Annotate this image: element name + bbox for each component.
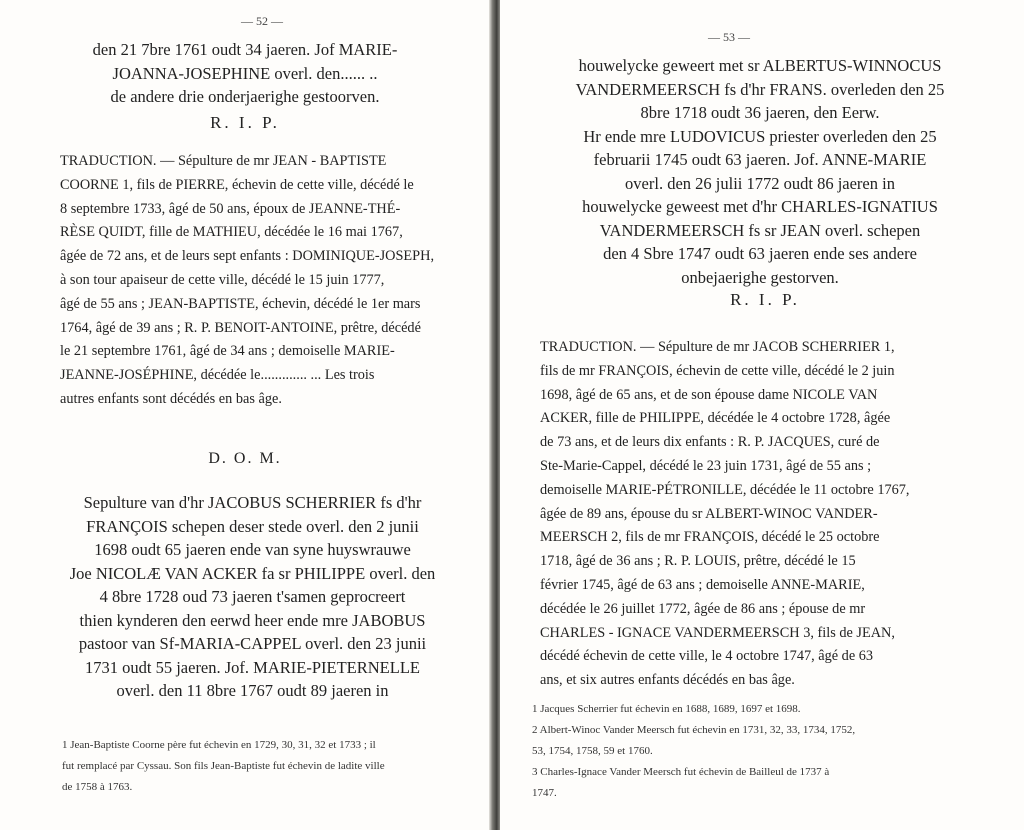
translation-line: 8 septembre 1733, âgé de 50 ans, époux de JEANNE-THÉ-: [60, 200, 401, 217]
translation-line: MEERSCH 2, fils de mr FRANÇOIS, décédé le 25 octobre: [540, 529, 880, 546]
epitaph-line: JOANNA-JOSEPHINE overl. den...... ..: [112, 63, 378, 83]
translation-line: le 21 septembre 1761, âgé de 34 ans ; demoiselle MARIE-: [60, 343, 395, 360]
epitaph-line: de andere drie onderjaerighe gestoorven.: [110, 87, 380, 106]
translation-paragraph: [540, 336, 995, 693]
epitaph-line: 4 8bre 1728 oud 73 jaeren t'samen geprocreert: [99, 587, 406, 606]
translation-line: 1718, âgé de 36 ans ; R. P. LOUIS, prêtre, décédé le 15: [540, 553, 856, 570]
epitaph-line: Hr ende mre LUDOVICUS priester overleden den 25: [583, 126, 937, 146]
translation-line: TRADUCTION. — Sépulture de mr JEAN - BAPTISTE: [60, 153, 387, 169]
translation-line: à son tour apaiseur de cette ville, décédé le 15 juin 1777,: [60, 271, 385, 288]
page-number: — 53 —: [708, 30, 750, 44]
rip-inscription: R. I. P.: [730, 290, 800, 309]
translation-line: RÈSE QUIDT, fille de MATHIEU, décédée le 16 mai 1767,: [60, 224, 403, 241]
translation-line: JEANNE-JOSÉPHINE, décédée le............. ... Les trois: [60, 367, 375, 384]
epitaph-line: VANDERMEERSCH fs d'hr FRANS. overleden den 25: [575, 79, 945, 99]
epitaph-line: Joe NICOLÆ VAN ACKER fa sr PHILIPPE overl. den: [69, 563, 436, 583]
epitaph-ending: [60, 38, 430, 109]
translation-line: fils de mr FRANÇOIS, échevin de cette ville, décédé le 2 juin: [540, 362, 895, 379]
footnote-line: 1747.: [532, 787, 557, 799]
epitaph-line: houwelycke geweert met sr ALBERTUS-WINNOCUS: [578, 56, 942, 75]
epitaph-line: 8bre 1718 oudt 36 jaeren, den Eerw.: [640, 103, 880, 122]
translation-line: COORNE 1, fils de PIERRE, échevin de cette ville, décédé le: [60, 176, 414, 193]
footnotes: [62, 735, 482, 798]
epitaph-line: thien kynderen den eerwd heer ende mre JABOBUS: [79, 610, 426, 630]
footnote-line: 53, 1754, 1758, 59 et 1760.: [532, 745, 653, 757]
left-page: [0, 0, 490, 830]
translation-line: ACKER, fille de PHILIPPE, décédée le 4 octobre 1728, âgée: [540, 410, 891, 427]
footnote-line: de 1758 à 1763.: [62, 781, 133, 793]
epitaph-line: februarii 1745 oudt 63 jaeren. Jof. ANNE-MARIE: [593, 150, 927, 169]
epitaph-line: pastoor van Sf-MARIA-CAPPEL overl. den 23 junii: [78, 634, 427, 653]
epitaph-line: 1698 oudt 65 jaeren ende van syne huyswrauwe: [94, 540, 411, 559]
epitaph-line: Sepulture van d'hr JACOBUS SCHERRIER fs d'hr: [83, 493, 422, 512]
translation-line: âgée de 72 ans, et de leurs sept enfants : DOMINIQUE-JOSEPH,: [60, 248, 435, 265]
footnotes: [532, 699, 1002, 804]
translation-line: Ste-Marie-Cappel, décédé le 23 juin 1731, âgé de 55 ans ;: [540, 457, 872, 474]
translation-line: de 73 ans, et de leurs dix enfants : R. P. JACQUES, curé de: [540, 434, 880, 451]
translation-line: âgée de 89 ans, épouse du sr ALBERT-WINOC VANDER-: [540, 505, 878, 522]
translation-line: TRADUCTION. — Sépulture de mr JACOB SCHERRIER 1,: [540, 339, 895, 355]
epitaph-line: VANDERMEERSCH fs sr JEAN overl. schepen: [599, 220, 921, 240]
translation-line: ans, et six autres enfants décédés en bas âge.: [540, 672, 795, 689]
translation-line: CHARLES - IGNACE VANDERMEERSCH 3, fils de JEAN,: [540, 624, 895, 641]
epitaph-block: [55, 491, 450, 703]
translation-line: âgé de 55 ans ; JEAN-BAPTISTE, échevin, décédé le 1er mars: [60, 295, 421, 312]
footnote-line: 1 Jacques Scherrier fut échevin en 1688, 1689, 1697 et 1698.: [532, 703, 801, 715]
translation-line: 1698, âgé de 65 ans, et de son épouse dame NICOLE VAN: [540, 386, 878, 403]
translation-paragraph: [60, 150, 480, 412]
footnote-line: 2 Albert-Winoc Vander Meersch fut échevin en 1731, 32, 33, 1734, 1752,: [532, 724, 856, 736]
translation-line: 1764, âgé de 39 ans ; R. P. BENOIT-ANTOINE, prêtre, décédé: [60, 319, 421, 336]
translation-line: demoiselle MARIE-PÉTRONILLE, décédée le 11 octobre 1767,: [540, 481, 910, 498]
footnote-line: fut remplacé par Cyssau. Son fils Jean-Baptiste fut échevin de ladite ville: [62, 760, 385, 772]
translation-line: décédé échevin de cette ville, le 4 octobre 1747, âgé de 63: [540, 648, 874, 665]
epitaph-line: den 4 Sbre 1747 oudt 63 jaeren ende ses andere: [603, 244, 917, 263]
epitaph-line: overl. den 11 8bre 1767 oudt 89 jaeren in: [116, 681, 389, 700]
footnote-line: 3 Charles-Ignace Vander Meersch fut échevin de Bailleul de 1737 à: [532, 766, 830, 778]
epitaph-line: den 21 7bre 1761 oudt 34 jaeren. Jof MARIE-: [92, 40, 398, 59]
right-page: [500, 0, 1024, 830]
footnote-line: 1 Jean-Baptiste Coorne père fut échevin en 1729, 30, 31, 32 et 1733 ; il: [62, 739, 376, 751]
translation-line: février 1745, âgé de 63 ans ; demoiselle ANNE-MARIE,: [540, 576, 865, 593]
epitaph-line: onbejaerighe gestorven.: [681, 267, 839, 287]
epitaph-block: [530, 54, 990, 289]
dom-heading: D. O. M.: [208, 450, 282, 467]
epitaph-line: FRANÇOIS schepen deser stede overl. den 2 junii: [86, 516, 419, 536]
translation-line: autres enfants sont décédés en bas âge.: [60, 390, 282, 407]
translation-line: décédée le 26 juillet 1772, âgée de 86 ans ; épouse de mr: [540, 600, 866, 617]
page-number: — 52 —: [241, 14, 283, 28]
epitaph-line: houwelycke geweest met d'hr CHARLES-IGNATIUS: [582, 197, 938, 216]
epitaph-line: overl. den 26 julii 1772 oudt 86 jaeren in: [625, 173, 895, 193]
epitaph-line: 1731 oudt 55 jaeren. Jof. MARIE-PIETERNELLE: [85, 657, 420, 677]
rip-inscription: R. I. P.: [210, 113, 280, 132]
